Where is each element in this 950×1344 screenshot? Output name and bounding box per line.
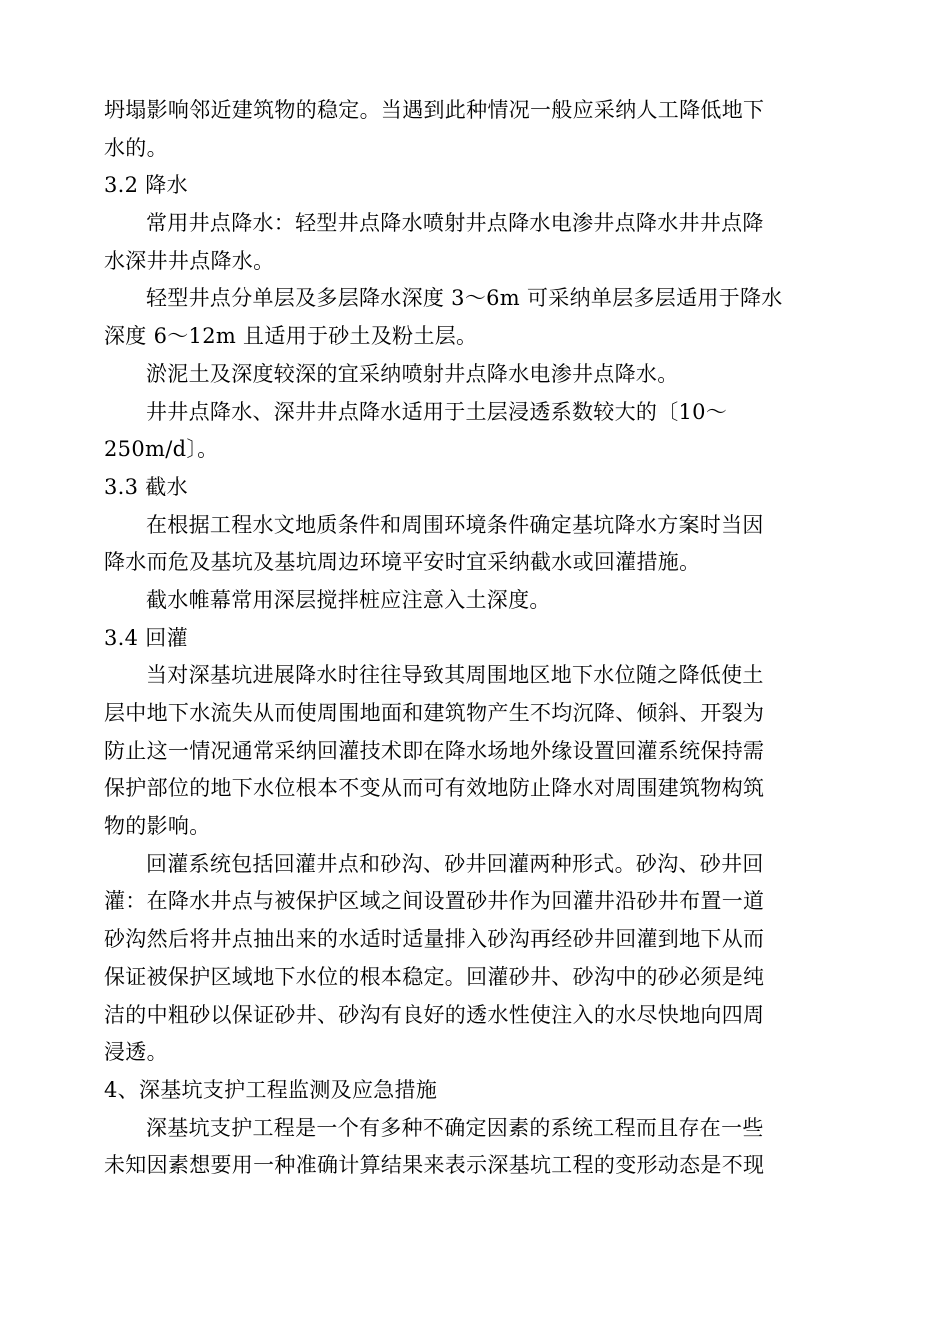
text-line: 砂沟然后将井点抽出来的水适时适量排入砂沟再经砂井回灌到地下从而	[104, 927, 765, 952]
text-line: 保证被保护区域地下水位的根本稳定。回灌砂井、砂沟中的砂必须是纯	[104, 964, 765, 989]
text-line: 坍塌影响邻近建筑物的稳定。当遇到此种情况一般应采纳人工降低地下	[104, 98, 765, 122]
text-line: 浸透。	[104, 1040, 168, 1065]
text-line: 3.3 截水	[104, 474, 188, 499]
text-line: 井井点降水、深井井点降水适用于土层浸透系数较大的〔10～	[146, 399, 728, 424]
text-line: 3.4 回灌	[104, 625, 188, 650]
text-line: 250m/d〕。	[104, 437, 219, 462]
text-line: 淤泥土及深度较深的宜采纳喷射井点降水电渗井点降水。	[146, 361, 679, 386]
text-line: 4、深基坑支护工程监测及应急措施	[104, 1077, 438, 1102]
text-line: 深基坑支护工程是一个有多种不确定因素的系统工程而且存在一些	[146, 1115, 764, 1140]
text-line: 回灌系统包括回灌井点和砂沟、砂井回灌两种形式。砂沟、砂井回	[146, 851, 764, 876]
text-line: 在根据工程水文地质条件和周围环境条件确定基坑降水方案时当因	[146, 512, 764, 537]
text-line: 水的。	[104, 135, 168, 160]
text-line: 截水帷幕常用深层搅拌桩应注意入土深度。	[146, 587, 551, 612]
text-line: 水深井井点降水。	[104, 248, 275, 273]
text-line: 层中地下水流失从而使周围地面和建筑物产生不均沉降、倾斜、开裂为	[104, 701, 765, 725]
text-line: 常用井点降水：轻型井点降水喷射井点降水电渗井点降水井井点降	[146, 211, 764, 236]
text-line: 未知因素想要用一种准确计算结果来表示深基坑工程的变形动态是不现	[104, 1153, 765, 1178]
text-line: 降水而危及基坑及基坑周边环境平安时宜采纳截水或回灌措施。	[104, 550, 701, 575]
document-page	[104, 92, 846, 1185]
text-line: 3.2 降水	[104, 173, 188, 198]
text-line: 轻型井点分单层及多层降水深度 3～6m 可采纳单层多层适用于降水	[146, 286, 783, 311]
document-body	[104, 92, 846, 1185]
text-line: 当对深基坑进展降水时往往导致其周围地区地下水位随之降低使土	[146, 663, 764, 688]
text-line: 物的影响。	[104, 814, 211, 839]
text-line: 洁的中粗砂以保证砂井、砂沟有良好的透水性使注入的水尽快地向四周	[104, 1002, 765, 1027]
text-line: 防止这一情况通常采纳回灌技术即在降水场地外缘设置回灌系统保持需	[104, 738, 765, 763]
text-line: 保护部位的地下水位根本不变从而可有效地防止降水对周围建筑物构筑	[104, 776, 765, 801]
text-line: 灌：在降水井点与被保护区域之间设置砂井作为回灌井沿砂井布置一道	[104, 889, 765, 914]
text-line: 深度 6～12m 且适用于砂土及粉土层。	[104, 324, 478, 349]
